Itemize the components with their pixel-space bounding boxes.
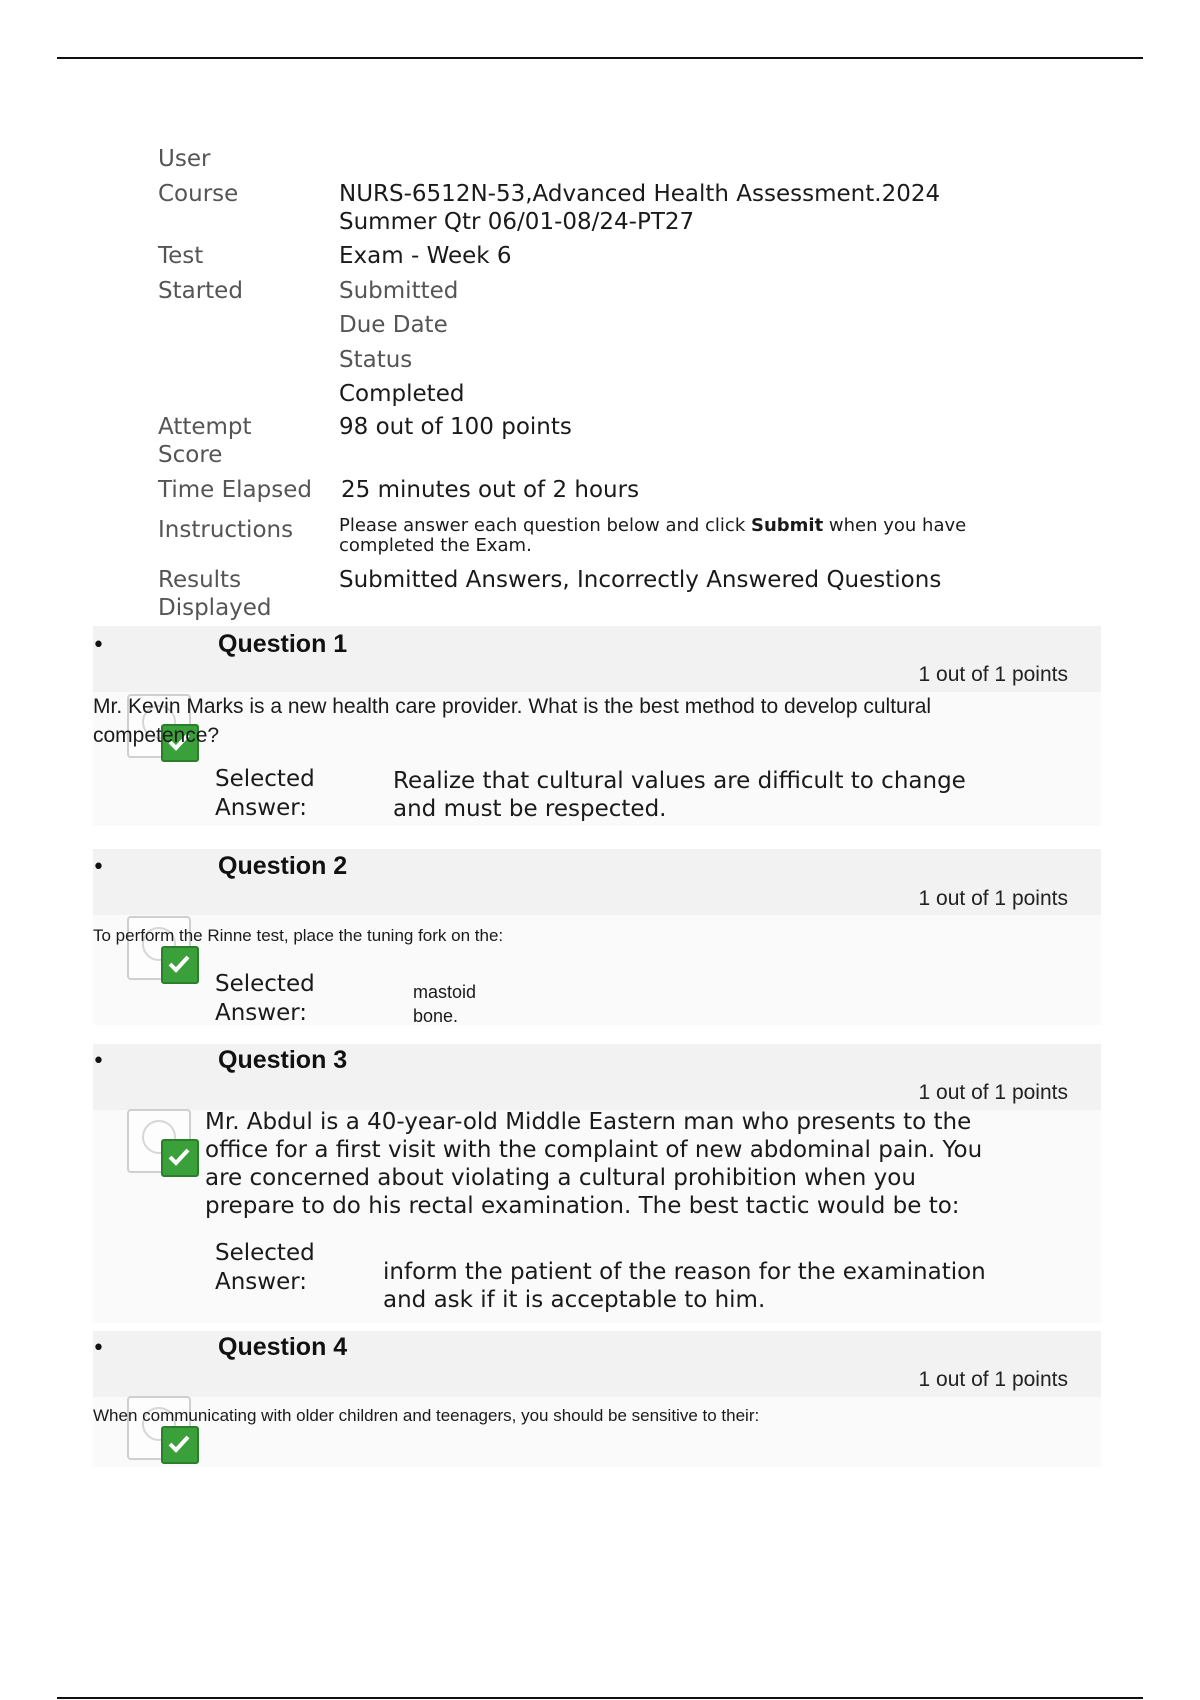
question-3-selected-label xyxy=(215,1239,355,1297)
results-label-line-2: Displayed xyxy=(158,595,272,621)
q2-answer-line-1: mastoid xyxy=(413,982,477,1002)
course-line-1: NURS-6512N-53,Advanced Health Assessment.2024 xyxy=(339,181,941,207)
q2-answer-line-2: bone. xyxy=(413,1006,459,1026)
instructions-post: when you have xyxy=(823,515,967,536)
correct-check-icon xyxy=(127,1109,197,1179)
course-line-2: Summer Qtr 06/01-08/24-PT27 xyxy=(339,209,695,235)
question-3-points: 1 out of 1 points xyxy=(918,1081,1068,1104)
question-1-selected-answer xyxy=(393,767,1073,823)
instructions-value xyxy=(339,516,1039,556)
question-3-bullet: • xyxy=(92,1049,105,1074)
instructions-label: Instructions xyxy=(158,517,294,543)
q3-answer-line-2: and ask if it is acceptable to him. xyxy=(383,1287,766,1313)
question-1-points: 1 out of 1 points xyxy=(918,663,1068,686)
status-label: Status xyxy=(339,347,413,373)
question-1-selected-label xyxy=(215,765,355,823)
question-2-title: Question 2 xyxy=(218,852,348,880)
question-1-text-line-2: competence? xyxy=(93,724,220,747)
q3-answer-line-1: inform the patient of the reason for the examination xyxy=(383,1259,986,1285)
question-3-text-line-4: prepare to do his rectal examination. The best tactic would be to: xyxy=(205,1193,960,1219)
q1-selected-label-line-2: Answer: xyxy=(215,795,308,821)
question-2-selected-answer xyxy=(413,980,476,1028)
question-3-text-line-1: Mr. Abdul is a 40-year-old Middle Eastern man who presents to the xyxy=(205,1109,972,1135)
q1-answer-line-2: and must be respected. xyxy=(393,796,667,822)
instructions-submit-word: Submit xyxy=(750,515,824,536)
q3-selected-label-line-2: Answer: xyxy=(215,1269,308,1295)
course-label: Course xyxy=(158,181,239,207)
question-2-points: 1 out of 1 points xyxy=(918,887,1068,910)
course-value xyxy=(339,180,1039,236)
results-displayed-label xyxy=(158,566,333,622)
q1-answer-line-1: Realize that cultural values are difficult to change xyxy=(393,768,966,794)
q1-selected-label-line-1: Selected xyxy=(215,766,315,792)
time-elapsed-label: Time Elapsed xyxy=(158,477,312,503)
q2-selected-label-line-1: Selected xyxy=(215,971,315,997)
question-4-points: 1 out of 1 points xyxy=(918,1368,1068,1391)
question-3-selected-answer xyxy=(383,1258,1083,1314)
attempt-label-line-1: Attempt xyxy=(158,414,252,440)
results-displayed-value: Submitted Answers, Incorrectly Answered Questions xyxy=(339,567,942,593)
attempt-score-label xyxy=(158,413,333,469)
status-value: Completed xyxy=(339,381,465,407)
due-date-label: Due Date xyxy=(339,312,448,338)
question-2-text: To perform the Rinne test, place the tuning fork on the: xyxy=(93,926,504,945)
question-1-title: Question 1 xyxy=(218,630,348,658)
instructions-line-1 xyxy=(339,516,1039,536)
question-3-text-line-3: are concerned about violating a cultural prohibition when you xyxy=(205,1165,916,1191)
question-1-bullet: • xyxy=(92,633,105,658)
q3-selected-label-line-1: Selected xyxy=(215,1240,315,1266)
question-1-text-line-1: Mr. Kevin Marks is a new health care provider. What is the best method to develop cultural xyxy=(93,695,932,718)
question-4-text: When communicating with older children and teenagers, you should be sensitive to their: xyxy=(93,1406,760,1425)
instructions-line-2: completed the Exam. xyxy=(339,535,532,556)
question-2-bullet: • xyxy=(92,855,105,880)
top-rule xyxy=(57,57,1143,59)
time-elapsed-value: 25 minutes out of 2 hours xyxy=(341,477,640,503)
bottom-rule xyxy=(57,1697,1143,1699)
question-4-bullet: • xyxy=(92,1336,105,1361)
results-label-line-1: Results xyxy=(158,567,242,593)
attempt-score-value: 98 out of 100 points xyxy=(339,414,572,440)
submitted-label: Submitted xyxy=(339,278,459,304)
q2-selected-label-line-2: Answer: xyxy=(215,1000,308,1026)
question-1-text xyxy=(93,692,1093,750)
question-3-text xyxy=(205,1108,1085,1220)
attempt-label-line-2: Score xyxy=(158,442,223,468)
question-2-selected-label xyxy=(215,970,355,1028)
test-label: Test xyxy=(158,243,204,269)
instructions-pre: Please answer each question below and click xyxy=(339,515,751,536)
test-value: Exam - Week 6 xyxy=(339,243,512,269)
user-label: User xyxy=(158,146,211,172)
question-4-title: Question 4 xyxy=(218,1333,348,1361)
started-label: Started xyxy=(158,278,243,304)
question-3-text-line-2: office for a first visit with the complaint of new abdominal pain. You xyxy=(205,1137,983,1163)
question-3-title: Question 3 xyxy=(218,1046,348,1074)
